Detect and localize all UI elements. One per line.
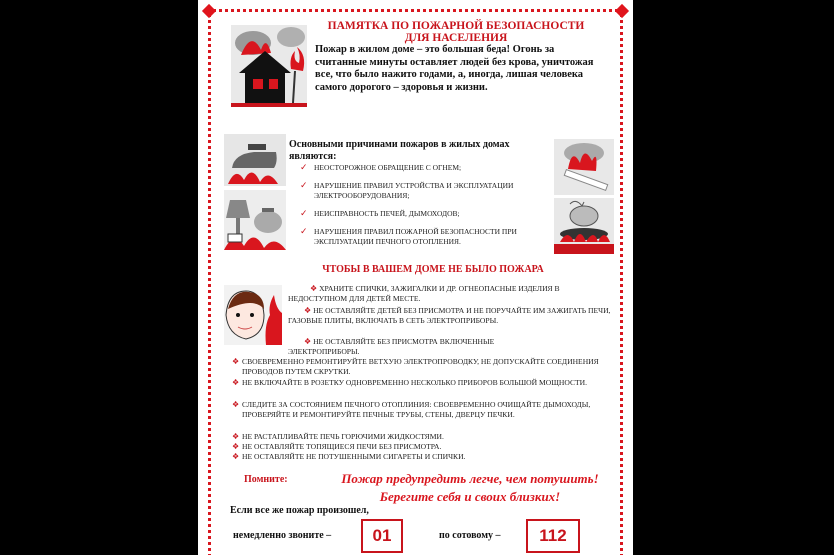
rule-text: НЕ ОСТАВЛЯЙТЕ ДЕТЕЙ БЕЗ ПРИСМОТРА И НЕ ПОРУЧАЙТЕ ИМ ЗАЖИГАТЬ ПЕЧИ, ГАЗОВЫЕ ПЛИТЫ, ВКЛЮЧАТЬ В СЕТЬ ЭЛЕКТРОПРИБОРЫ. bbox=[288, 306, 611, 326]
rule-item bbox=[288, 337, 548, 357]
cause-item bbox=[300, 209, 574, 219]
rule-item bbox=[288, 306, 613, 326]
check-icon: ✓ bbox=[300, 162, 308, 172]
call-label: немедленно звоните – bbox=[233, 530, 332, 541]
child-fire-illustration bbox=[224, 285, 282, 345]
title-line: ПАМЯТКА ПО ПОЖАРНОЙ БЕЗОПАСНОСТИ bbox=[327, 20, 585, 32]
title-line: ДЛЯ НАСЕЛЕНИЯ bbox=[404, 32, 508, 44]
cigarette-fire-illustration bbox=[554, 139, 614, 195]
rule-text: СЛЕДИТЕ ЗА СОСТОЯНИЕМ ПЕЧНОГО ОТОПЛИНИЯ: СВОЕВРЕМЕННО ОЧИЩАЙТЕ ДЫМОХОДЫ, ПРОВЕРЯЙТЕ И РЕМОНТИРУЙТЕ ПЕЧНЫЕ ТРУБЫ, СТЕНЫ, ДВЕРЦУ ПЕЧКИ. bbox=[242, 400, 591, 420]
cause-text: НАРУШЕНИЯ ПРАВИЛ ПОЖАРНОЙ БЕЗОПАСНОСТИ ПРИ ЭКСПЛУАТАЦИИ ПЕЧНОГО ОТОПЛЕНИЯ. bbox=[314, 227, 517, 246]
gas-stove-illustration bbox=[554, 198, 614, 254]
rule-text: НЕ ВКЛЮЧАЙТЕ В РОЗЕТКУ ОДНОВРЕМЕННО НЕСКОЛЬКО ПРИБОРОВ БОЛЬШОЙ МОЩНОСТИ. bbox=[242, 378, 588, 387]
diamond-bullet-icon: ❖ bbox=[232, 357, 240, 366]
slogan bbox=[335, 470, 605, 506]
cause-text: НАРУШЕНИЕ ПРАВИЛ УСТРОЙСТВА И ЭКСПЛУАТАЦИИ ЭЛЕКТРООБОРУДОВАНИЯ; bbox=[314, 181, 514, 200]
cause-item bbox=[300, 227, 574, 247]
rule-text: НЕ РАСТАПЛИВАЙТЕ ПЕЧЬ ГОРЮЧИМИ ЖИДКОСТЯМИ. bbox=[242, 432, 444, 441]
if-fire-text: Если все же пожар произошел, bbox=[230, 505, 369, 516]
rule-text: НЕ ОСТАВЛЯЙТЕ НЕ ПОТУШЕННЫМИ СИГАРЕТЫ И СПИЧКИ. bbox=[242, 452, 466, 461]
leaflet-page bbox=[198, 0, 633, 555]
cause-item bbox=[300, 163, 574, 173]
check-icon: ✓ bbox=[300, 208, 308, 218]
diamond-bullet-icon: ❖ bbox=[232, 442, 240, 451]
leaflet-title bbox=[306, 20, 606, 44]
diamond-bullet-icon: ❖ bbox=[232, 400, 240, 409]
rule-item bbox=[232, 400, 612, 420]
cause-text: НЕИСПРАВНОСТЬ ПЕЧЕЙ, ДЫМОХОДОВ; bbox=[314, 209, 460, 218]
prevention-title: ЧТОБЫ В ВАШЕМ ДОМЕ НЕ БЫЛО ПОЖАРА bbox=[322, 264, 544, 275]
remember-label: Помните: bbox=[244, 474, 288, 485]
rule-item bbox=[232, 442, 612, 452]
diamond-bullet-icon: ❖ bbox=[232, 452, 240, 461]
cause-text: НЕОСТОРОЖНОЕ ОБРАЩЕНИЕ С ОГНЕМ; bbox=[314, 163, 462, 172]
causes-title: Основными причинами пожаров в жилых домах являются: bbox=[289, 139, 510, 162]
slogan-line: Пожар предупредить легче, чем потушить! bbox=[341, 471, 599, 486]
lamp-kettle-illustration bbox=[224, 190, 286, 250]
rule-text: НЕ ОСТАВЛЯЙТЕ БЕЗ ПРИСМОТРА ВКЛЮЧЕННЫЕ ЭЛЕКТРОПРИБОРЫ. bbox=[288, 337, 495, 357]
rule-text: НЕ ОСТАВЛЯЙТЕ ТОПЯЩИЕСЯ ПЕЧИ БЕЗ ПРИСМОТРА. bbox=[242, 442, 442, 451]
diamond-bullet-icon: ❖ bbox=[232, 432, 240, 441]
intro-text: Пожар в жилом доме – это большая беда! Огонь за считанные минуты оставляет людей без крова, уничтожая все, что было нажито годами, а, иногда, лишая человека самого дорогого – здоровья и жизни. bbox=[315, 44, 594, 93]
burning-house-illustration bbox=[231, 25, 307, 107]
rule-item bbox=[232, 357, 612, 377]
rule-item bbox=[288, 284, 613, 304]
emergency-number-box: 01 bbox=[361, 519, 403, 553]
check-icon: ✓ bbox=[300, 226, 308, 236]
diamond-bullet-icon: ❖ bbox=[304, 306, 312, 315]
mobile-label: по сотовому – bbox=[439, 530, 501, 541]
slogan-line: Берегите себя и своих близких! bbox=[379, 489, 561, 504]
diamond-bullet-icon: ❖ bbox=[310, 284, 318, 293]
rule-item bbox=[232, 452, 612, 462]
check-icon: ✓ bbox=[300, 180, 308, 190]
rule-text: ХРАНИТЕ СПИЧКИ, ЗАЖИГАЛКИ И ДР. ОГНЕОПАСНЫЕ ИЗДЕЛИЯ В НЕДОСТУПНОМ ДЛЯ ДЕТЕЙ МЕСТЕ. bbox=[288, 284, 560, 304]
diamond-bullet-icon: ❖ bbox=[232, 378, 240, 387]
cause-item bbox=[300, 181, 574, 201]
mobile-number-box: 112 bbox=[526, 519, 580, 553]
diamond-bullet-icon: ❖ bbox=[304, 337, 312, 346]
rule-text: СВОЕВРЕМЕННО РЕМОНТИРУЙТЕ ВЕТХУЮ ЭЛЕКТРОПРОВОДКУ, НЕ ДОПУСКАЙТЕ СОЕДИНЕНИЯ ПРОВОДОВ ПУТЕМ СКРУТКИ. bbox=[242, 357, 599, 377]
rule-item bbox=[232, 432, 612, 442]
iron-fire-illustration bbox=[224, 134, 286, 186]
rule-item bbox=[232, 378, 612, 388]
